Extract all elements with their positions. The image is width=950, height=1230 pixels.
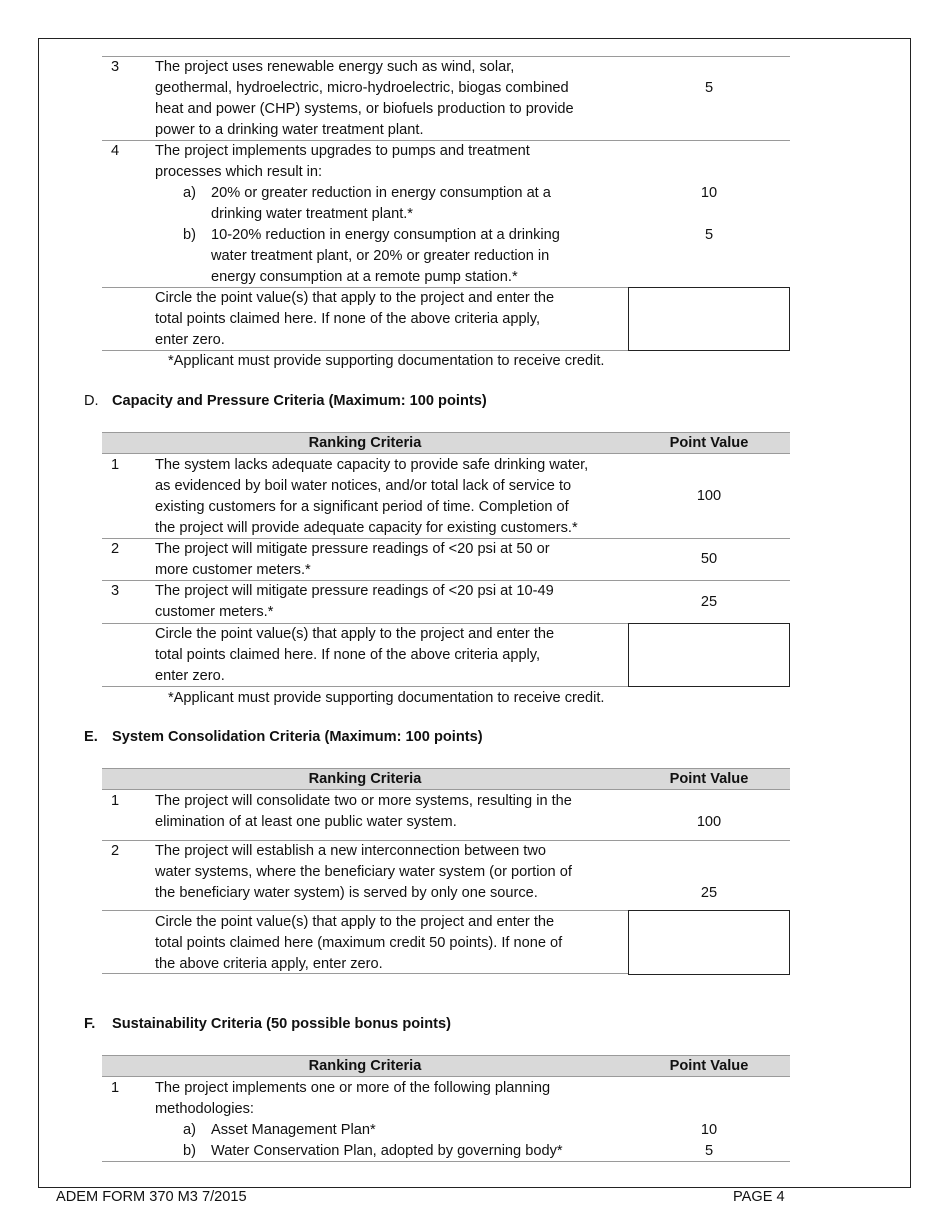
criterion-text: The project will mitigate pressure readings of <20 psi at 50 or more customer meters.*	[155, 541, 550, 578]
sub-item-text: Water Conservation Plan, adopted by governing body*	[211, 1143, 563, 1159]
section-heading: F. Sustainability Criteria (50 possible bonus points)	[84, 1016, 451, 1032]
section-heading: D. Capacity and Pressure Criteria (Maximum: 100 points)	[84, 393, 487, 409]
row-number: 1	[111, 457, 120, 473]
sub-item-label: a)	[183, 185, 196, 201]
sub-item-text: 10-20% reduction in energy consumption at a drinking water treatment plant, or 20% or greater reduction in energy consumption at a remote pump station.*	[211, 227, 560, 285]
criterion-text: The project will establish a new interconnection between two water systems, where the beneficiary water system (or portion of the beneficiary water system) is served by only one source.	[155, 843, 572, 901]
documentation-note: *Applicant must provide supporting documentation to receive credit.	[168, 690, 605, 706]
header-ranking-criteria: Ranking Criteria	[308, 1058, 422, 1074]
total-instructions: Circle the point value(s) that apply to the project and enter the total points claimed here. If none of the above criteria apply, enter zero.	[155, 626, 555, 684]
table-rule	[102, 686, 628, 687]
criterion-text: The project will consolidate two or more systems, resulting in the elimination of at least one public water system.	[155, 793, 572, 830]
total-instructions: Circle the point value(s) that apply to the project and enter the total points claimed here (maximum credit 50 points). If none of the above criteria apply, enter zero.	[155, 914, 563, 972]
table-header	[102, 768, 790, 790]
table-rule	[102, 973, 628, 974]
criterion-text: The system lacks adequate capacity to provide safe drinking water, as evidenced by boil water notices, and/or total lack of service to existing customers for a significant period of time. Completion of the project will provide adequate capacity for existing customers.*	[155, 457, 589, 536]
point-value[interactable]: 25	[700, 594, 718, 610]
page-number: PAGE 4	[733, 1189, 785, 1205]
header-point-value: Point Value	[669, 1058, 749, 1074]
point-value[interactable]: 10	[700, 1122, 718, 1138]
sub-item-label: b)	[183, 1143, 196, 1159]
criterion-text: The project implements upgrades to pumps and treatment processes which result in:	[155, 143, 530, 180]
total-points-box[interactable]	[628, 287, 790, 351]
table-header	[102, 1055, 790, 1077]
sub-item-text: 20% or greater reduction in energy consumption at a drinking water treatment plant.*	[211, 185, 551, 222]
documentation-note: *Applicant must provide supporting documentation to receive credit.	[168, 353, 605, 369]
total-points-box[interactable]	[628, 623, 790, 687]
point-value[interactable]: 50	[700, 551, 718, 567]
point-value[interactable]: 10	[700, 185, 718, 201]
row-number: 2	[111, 541, 120, 557]
header-point-value: Point Value	[669, 771, 749, 787]
section-heading: E. System Consolidation Criteria (Maximum: 100 points)	[84, 729, 483, 745]
row-number: 3	[111, 583, 120, 599]
point-value[interactable]: 5	[704, 80, 714, 96]
row-number: 1	[111, 1080, 120, 1096]
total-instructions: Circle the point value(s) that apply to the project and enter the total points claimed here. If none of the above criteria apply, enter zero.	[155, 290, 555, 348]
sub-item-text: Asset Management Plan*	[211, 1122, 376, 1138]
row-number: 4	[111, 143, 120, 159]
form-id: ADEM FORM 370 M3 7/2015	[56, 1189, 247, 1205]
criterion-text: The project will mitigate pressure readings of <20 psi at 10-49 customer meters.*	[155, 583, 554, 620]
header-ranking-criteria: Ranking Criteria	[308, 435, 422, 451]
point-value[interactable]: 5	[704, 227, 714, 243]
row-number: 1	[111, 793, 120, 809]
row-number: 2	[111, 843, 120, 859]
total-points-box[interactable]	[628, 910, 790, 975]
header-ranking-criteria: Ranking Criteria	[308, 771, 422, 787]
header-point-value: Point Value	[669, 435, 749, 451]
point-value[interactable]: 25	[700, 885, 718, 901]
row-number: 3	[111, 59, 120, 75]
point-value[interactable]: 5	[704, 1143, 714, 1159]
criterion-text: The project uses renewable energy such as wind, solar, geothermal, hydroelectric, micro-hydroelectric, biogas combined heat and power (CHP) systems, or biofuels production to provide power to a drinking water treatment plant.	[155, 59, 574, 138]
point-value[interactable]: 100	[696, 488, 722, 504]
table-header	[102, 432, 790, 454]
sub-item-label: b)	[183, 227, 196, 243]
point-value[interactable]: 100	[696, 814, 722, 830]
table-rule	[102, 1161, 790, 1162]
sub-item-label: a)	[183, 1122, 196, 1138]
criterion-text: The project implements one or more of the following planning methodologies:	[155, 1080, 551, 1117]
